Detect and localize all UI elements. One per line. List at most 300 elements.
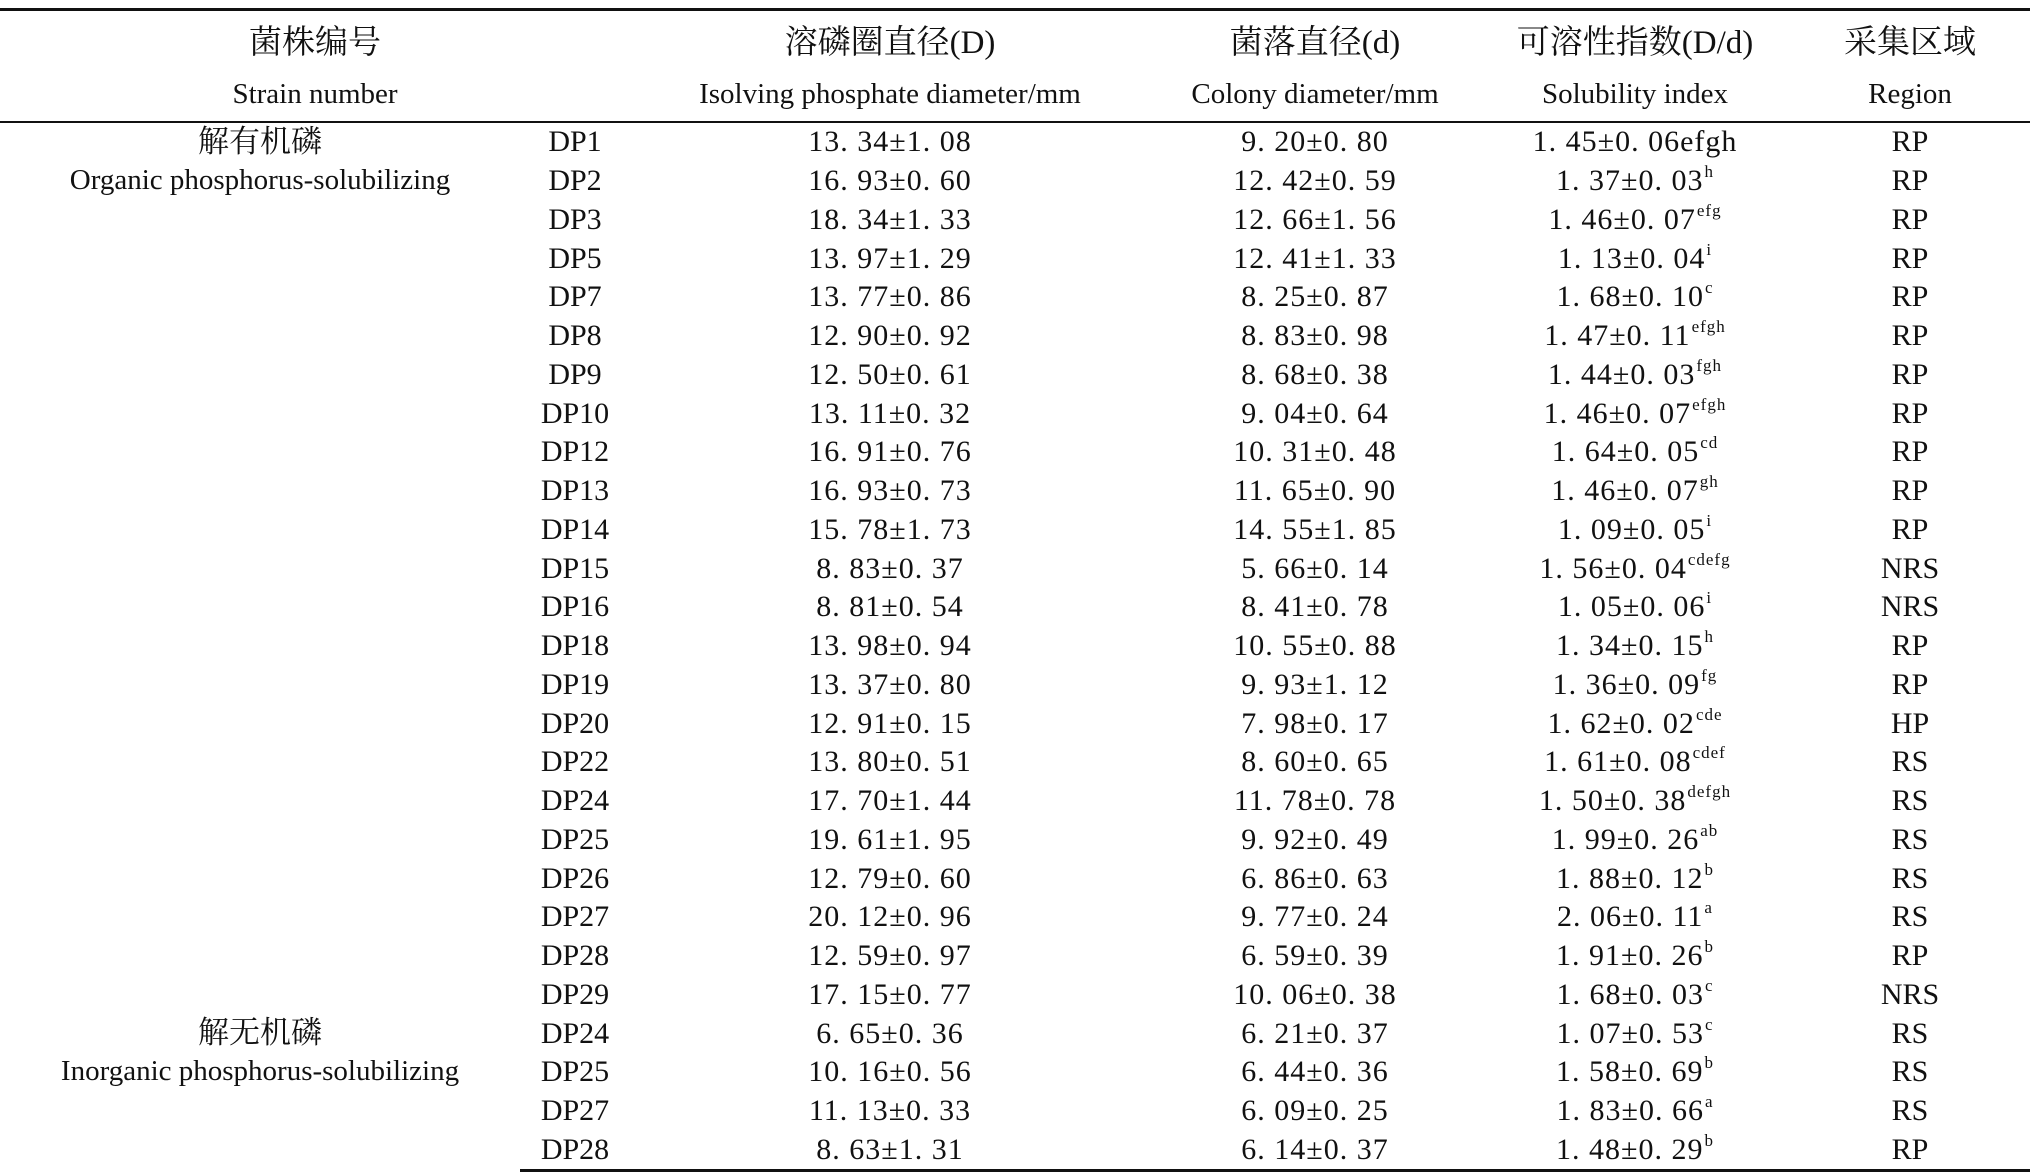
region-cell-text: RS — [1891, 784, 1929, 818]
index-cell — [1480, 122, 1790, 162]
diameter-cell — [630, 898, 1150, 937]
strain-id-cell — [520, 859, 630, 898]
region-cell-text: RP — [1891, 474, 1929, 508]
index-cell-text: 1. 68±0. 10 — [1556, 280, 1704, 314]
index-cell-text: 1. 34±0. 15 — [1556, 629, 1704, 663]
index-cell — [1480, 239, 1790, 278]
index-cell — [1480, 278, 1790, 317]
diameter-cell-text: 12. 90±0. 92 — [808, 319, 972, 353]
region-cell-text: RS — [1891, 900, 1929, 934]
colony-cell-text: 8. 83±0. 98 — [1241, 319, 1389, 353]
strain-id-cell-text: DP24 — [540, 1016, 610, 1050]
diameter-cell — [630, 317, 1150, 356]
index-cell-text: 1. 37±0. 03 — [1556, 164, 1704, 198]
significance-letters: a — [1704, 898, 1713, 918]
strain-id-cell — [520, 122, 630, 162]
diameter-cell — [630, 549, 1150, 588]
region-cell-text: RS — [1891, 1016, 1929, 1050]
colony-cell-text: 8. 25±0. 87 — [1241, 280, 1389, 314]
diameter-cell-text: 12. 91±0. 15 — [808, 706, 972, 740]
strain-id-cell — [520, 1014, 630, 1053]
colony-cell — [1150, 356, 1480, 395]
region-cell-text: RS — [1891, 861, 1929, 895]
diameter-cell-text: 12. 50±0. 61 — [808, 357, 972, 391]
index-cell-text: 1. 05±0. 06 — [1557, 590, 1706, 624]
colony-cell — [1150, 122, 1480, 162]
significance-letters: b — [1704, 937, 1714, 957]
region-cell — [1790, 743, 2030, 782]
diameter-cell — [630, 433, 1150, 472]
region-cell — [1790, 782, 2030, 821]
colony-cell — [1150, 394, 1480, 433]
region-cell — [1790, 239, 2030, 278]
colony-cell-text: 10. 06±0. 38 — [1233, 977, 1397, 1011]
significance-letters: efgh — [1691, 317, 1726, 337]
region-cell-text: RP — [1891, 629, 1929, 663]
significance-letters: efg — [1696, 200, 1722, 220]
colony-cell — [1150, 743, 1480, 782]
index-cell-text: 1. 44±0. 03 — [1547, 357, 1696, 391]
diameter-cell-text: 13. 80±0. 51 — [808, 745, 972, 779]
group-label-zh: 解有机磷 — [198, 124, 322, 159]
index-cell-text: 1. 46±0. 07 — [1548, 202, 1696, 236]
strain-id-cell-text: DP3 — [548, 202, 602, 236]
strain-id-cell-text: DP26 — [540, 861, 610, 895]
colony-cell — [1150, 472, 1480, 511]
diameter-cell-text: 18. 34±1. 33 — [808, 202, 972, 236]
colony-cell — [1150, 782, 1480, 821]
region-cell — [1790, 1014, 2030, 1053]
strain-id-cell — [520, 278, 630, 317]
significance-letters: defgh — [1687, 782, 1732, 802]
colony-cell-text: 10. 31±0. 48 — [1233, 435, 1397, 469]
colony-cell — [1150, 627, 1480, 666]
header-diameter-zh: 溶磷圈直径(D) — [630, 10, 1150, 68]
header-index-zh: 可溶性指数(D/d) — [1480, 10, 1790, 68]
significance-letters: b — [1704, 859, 1714, 879]
index-cell-text: 1. 47±0. 11 — [1544, 319, 1691, 353]
diameter-cell-text: 16. 91±0. 76 — [808, 435, 972, 469]
colony-cell-text: 11. 65±0. 90 — [1233, 474, 1397, 508]
strain-id-cell — [520, 588, 630, 627]
diameter-cell-text: 13. 98±0. 94 — [808, 629, 972, 663]
diameter-cell-text: 16. 93±0. 73 — [808, 474, 972, 508]
diameter-cell — [630, 704, 1150, 743]
diameter-cell — [630, 394, 1150, 433]
diameter-cell — [630, 743, 1150, 782]
colony-cell — [1150, 317, 1480, 356]
index-cell-text: 1. 48±0. 29 — [1556, 1132, 1704, 1166]
diameter-cell-text: 8. 83±0. 37 — [816, 551, 964, 585]
index-cell-text: 1. 68±0. 03 — [1556, 977, 1704, 1011]
strain-id-cell-text: DP15 — [540, 551, 610, 585]
diameter-cell-text: 6. 65±0. 36 — [816, 1016, 964, 1050]
region-cell-text: RS — [1891, 745, 1929, 779]
colony-cell-text: 6. 44±0. 36 — [1241, 1055, 1389, 1089]
strain-id-cell — [520, 1131, 630, 1171]
diameter-cell — [630, 201, 1150, 240]
colony-cell — [1150, 1092, 1480, 1131]
index-cell — [1480, 317, 1790, 356]
region-cell — [1790, 394, 2030, 433]
strain-id-cell-text: DP22 — [540, 745, 610, 779]
header-region-zh: 采集区域 — [1790, 10, 2030, 68]
index-cell-text: 1. 62±0. 02 — [1547, 706, 1695, 740]
colony-cell-text: 10. 55±0. 88 — [1233, 629, 1397, 663]
strain-id-cell-text: DP2 — [548, 164, 602, 198]
header-region-en: Region — [1790, 67, 2030, 122]
region-cell-text: RS — [1891, 822, 1929, 856]
header-index-en: Solubility index — [1480, 67, 1790, 122]
strain-id-cell — [520, 433, 630, 472]
strain-id-cell-text: DP13 — [540, 474, 610, 508]
diameter-cell-text: 17. 70±1. 44 — [808, 784, 972, 818]
strain-id-cell — [520, 782, 630, 821]
index-cell — [1480, 1014, 1790, 1053]
strain-id-cell-text: DP7 — [548, 280, 602, 314]
region-cell — [1790, 937, 2030, 976]
diameter-cell — [630, 588, 1150, 627]
region-cell — [1790, 317, 2030, 356]
region-cell — [1790, 1092, 2030, 1131]
strain-id-cell-text: DP1 — [548, 125, 602, 159]
colony-cell-text: 12. 66±1. 56 — [1233, 202, 1397, 236]
group-label-cell — [0, 1014, 520, 1171]
significance-letters: h — [1704, 627, 1714, 647]
strain-id-cell — [520, 356, 630, 395]
colony-cell-text: 6. 86±0. 63 — [1241, 861, 1389, 895]
diameter-cell-text: 11. 13±0. 33 — [808, 1094, 972, 1128]
significance-letters: b — [1704, 1053, 1714, 1073]
index-cell — [1480, 472, 1790, 511]
diameter-cell-text: 13. 77±0. 86 — [808, 280, 972, 314]
strain-id-cell-text: DP18 — [540, 629, 610, 663]
index-cell — [1480, 704, 1790, 743]
colony-cell — [1150, 1053, 1480, 1092]
colony-cell — [1150, 511, 1480, 550]
region-cell — [1790, 201, 2030, 240]
strain-id-cell — [520, 743, 630, 782]
strain-id-cell-text: DP16 — [540, 590, 610, 624]
significance-letters: i — [1706, 588, 1713, 608]
table-header — [0, 10, 2030, 123]
strain-id-cell — [520, 1053, 630, 1092]
region-cell — [1790, 976, 2030, 1015]
diameter-cell — [630, 1014, 1150, 1053]
diameter-cell-text: 15. 78±1. 73 — [808, 512, 972, 546]
region-cell — [1790, 704, 2030, 743]
region-cell — [1790, 666, 2030, 705]
diameter-cell-text: 8. 81±0. 54 — [816, 590, 964, 624]
diameter-cell-text: 13. 37±0. 80 — [808, 667, 972, 701]
index-cell — [1480, 549, 1790, 588]
colony-cell — [1150, 588, 1480, 627]
significance-letters: cde — [1695, 704, 1723, 724]
colony-cell — [1150, 976, 1480, 1015]
colony-cell — [1150, 162, 1480, 201]
index-cell — [1480, 356, 1790, 395]
significance-letters: h — [1704, 162, 1714, 182]
strain-id-cell-text: DP25 — [540, 1055, 610, 1089]
diameter-cell-text: 20. 12±0. 96 — [808, 900, 972, 934]
region-cell — [1790, 356, 2030, 395]
diameter-cell — [630, 356, 1150, 395]
colony-cell — [1150, 1131, 1480, 1171]
strain-id-cell-text: DP25 — [540, 822, 610, 856]
index-cell — [1480, 394, 1790, 433]
strain-id-cell — [520, 394, 630, 433]
colony-cell-text: 9. 93±1. 12 — [1241, 667, 1389, 701]
strain-id-cell-text: DP10 — [540, 396, 610, 430]
strain-id-cell-text: DP29 — [540, 977, 610, 1011]
header-strain-zh: 菌株编号 — [0, 10, 630, 68]
strain-id-cell-text: DP9 — [548, 357, 602, 391]
significance-letters: fg — [1701, 665, 1718, 685]
diameter-cell — [630, 937, 1150, 976]
strain-id-cell — [520, 317, 630, 356]
index-cell — [1480, 433, 1790, 472]
region-cell-text: RP — [1891, 396, 1929, 430]
index-cell — [1480, 782, 1790, 821]
colony-cell — [1150, 859, 1480, 898]
region-cell — [1790, 859, 2030, 898]
strain-id-cell — [520, 627, 630, 666]
region-cell-text: RP — [1891, 667, 1929, 701]
region-cell — [1790, 1131, 2030, 1171]
diameter-cell-text: 19. 61±1. 95 — [808, 822, 972, 856]
colony-cell — [1150, 666, 1480, 705]
region-cell-text: RS — [1891, 1055, 1929, 1089]
region-cell-text: RP — [1891, 125, 1929, 159]
significance-letters: fgh — [1696, 355, 1723, 375]
diameter-cell-text: 13. 97±1. 29 — [808, 241, 972, 275]
region-cell — [1790, 511, 2030, 550]
index-cell-text: 1. 61±0. 08 — [1544, 745, 1692, 779]
region-cell-text: RP — [1891, 319, 1929, 353]
region-cell-text: RP — [1891, 939, 1929, 973]
index-cell — [1480, 162, 1790, 201]
strain-id-cell-text: DP19 — [540, 667, 610, 701]
index-cell-text: 1. 88±0. 12 — [1556, 861, 1704, 895]
colony-cell-text: 8. 60±0. 65 — [1241, 745, 1389, 779]
diameter-cell — [630, 511, 1150, 550]
phosphate-solubilization-table — [0, 8, 2030, 1172]
table-row — [0, 122, 2030, 162]
diameter-cell — [630, 278, 1150, 317]
region-cell — [1790, 898, 2030, 937]
header-colony-en: Colony diameter/mm — [1150, 67, 1480, 122]
significance-letters: ab — [1700, 820, 1719, 840]
index-cell-text: 1. 36±0. 09 — [1552, 667, 1701, 701]
index-cell-text: 1. 07±0. 53 — [1556, 1016, 1704, 1050]
index-cell — [1480, 511, 1790, 550]
colony-cell-text: 6. 21±0. 37 — [1241, 1016, 1389, 1050]
region-cell — [1790, 588, 2030, 627]
strain-id-cell — [520, 511, 630, 550]
index-cell-text: 1. 99±0. 26 — [1551, 822, 1700, 856]
diameter-cell-text: 8. 63±1. 31 — [816, 1132, 964, 1166]
table-row — [0, 1014, 2030, 1053]
strain-id-cell — [520, 937, 630, 976]
strain-id-cell — [520, 162, 630, 201]
index-cell — [1480, 627, 1790, 666]
diameter-cell — [630, 666, 1150, 705]
colony-cell — [1150, 704, 1480, 743]
index-cell — [1480, 1053, 1790, 1092]
colony-cell-text: 9. 04±0. 64 — [1241, 396, 1389, 430]
strain-id-cell-text: DP12 — [540, 435, 610, 469]
region-cell-text: RP — [1891, 512, 1929, 546]
colony-cell — [1150, 821, 1480, 860]
significance-letters: cdefg — [1687, 549, 1731, 569]
index-cell-text: 1. 46±0. 07 — [1551, 474, 1699, 508]
diameter-cell-text: 10. 16±0. 56 — [808, 1055, 972, 1089]
strain-id-cell — [520, 898, 630, 937]
index-cell — [1480, 859, 1790, 898]
table-body — [0, 122, 2030, 1171]
index-cell — [1480, 821, 1790, 860]
colony-cell — [1150, 1014, 1480, 1053]
strain-id-cell-text: DP8 — [548, 319, 602, 353]
colony-cell-text: 9. 92±0. 49 — [1241, 822, 1389, 856]
index-cell-text: 1. 91±0. 26 — [1556, 939, 1704, 973]
colony-cell-text: 14. 55±1. 85 — [1233, 512, 1397, 546]
index-cell — [1480, 1131, 1790, 1171]
strain-id-cell — [520, 704, 630, 743]
region-cell-text: RP — [1891, 164, 1929, 198]
index-cell-text: 1. 50±0. 38 — [1538, 784, 1687, 818]
index-cell — [1480, 201, 1790, 240]
header-diameter-en: Isolving phosphate diameter/mm — [630, 67, 1150, 122]
strain-id-cell-text: DP14 — [540, 512, 610, 546]
significance-letters: i — [1706, 239, 1713, 259]
colony-cell-text: 7. 98±0. 17 — [1241, 706, 1389, 740]
colony-cell — [1150, 937, 1480, 976]
group-label-en: Inorganic phosphorus-solubilizing — [60, 1055, 460, 1088]
colony-cell-text: 6. 14±0. 37 — [1241, 1132, 1389, 1166]
index-cell-text: 1. 09±0. 05 — [1557, 512, 1706, 546]
diameter-cell — [630, 976, 1150, 1015]
diameter-cell — [630, 859, 1150, 898]
region-cell — [1790, 549, 2030, 588]
index-cell — [1480, 1092, 1790, 1131]
region-cell-text: RS — [1891, 1094, 1929, 1128]
region-cell-text: RP — [1891, 202, 1929, 236]
region-cell-text: RP — [1891, 280, 1929, 314]
header-row-chinese — [0, 10, 2030, 68]
strain-id-cell-text: DP24 — [540, 784, 610, 818]
region-cell-text: RP — [1891, 1132, 1929, 1166]
diameter-cell — [630, 1053, 1150, 1092]
strain-id-cell-text: DP28 — [540, 1132, 610, 1166]
colony-cell-text: 6. 09±0. 25 — [1241, 1094, 1389, 1128]
colony-cell — [1150, 201, 1480, 240]
colony-cell — [1150, 278, 1480, 317]
strain-id-cell — [520, 976, 630, 1015]
diameter-cell-text: 12. 79±0. 60 — [808, 861, 972, 895]
region-cell — [1790, 627, 2030, 666]
significance-letters: i — [1706, 510, 1713, 530]
significance-letters: c — [1704, 278, 1714, 298]
diameter-cell — [630, 239, 1150, 278]
colony-cell — [1150, 549, 1480, 588]
diameter-cell — [630, 122, 1150, 162]
colony-cell — [1150, 239, 1480, 278]
index-cell-text: 1. 45±0. 06efgh — [1532, 125, 1738, 159]
significance-letters: c — [1704, 1014, 1714, 1034]
colony-cell-text: 12. 41±1. 33 — [1233, 241, 1397, 275]
region-cell-text: RP — [1891, 435, 1929, 469]
strain-id-cell — [520, 666, 630, 705]
header-row-english — [0, 67, 2030, 122]
colony-cell-text: 6. 59±0. 39 — [1241, 939, 1389, 973]
region-cell — [1790, 821, 2030, 860]
diameter-cell — [630, 1131, 1150, 1171]
index-cell-text: 1. 46±0. 07 — [1543, 396, 1692, 430]
significance-letters: a — [1704, 1092, 1714, 1112]
strain-id-cell — [520, 1092, 630, 1131]
strain-id-cell-text: DP27 — [540, 900, 610, 934]
diameter-cell-text: 13. 34±1. 08 — [808, 125, 972, 159]
index-cell-text: 1. 13±0. 04 — [1557, 241, 1706, 275]
diameter-cell — [630, 627, 1150, 666]
significance-letters: cd — [1700, 433, 1719, 453]
strain-id-cell-text: DP20 — [540, 706, 610, 740]
strain-id-cell-text: DP27 — [540, 1094, 610, 1128]
strain-id-cell — [520, 201, 630, 240]
region-cell — [1790, 1053, 2030, 1092]
index-cell-text: 1. 58±0. 69 — [1556, 1055, 1704, 1089]
index-cell-text: 1. 56±0. 04 — [1539, 551, 1687, 585]
significance-letters: b — [1704, 1130, 1714, 1150]
diameter-cell — [630, 1092, 1150, 1131]
strain-id-cell — [520, 821, 630, 860]
colony-cell-text: 8. 41±0. 78 — [1241, 590, 1389, 624]
diameter-cell — [630, 472, 1150, 511]
colony-cell — [1150, 433, 1480, 472]
header-colony-zh: 菌落直径(d) — [1150, 10, 1480, 68]
index-cell — [1480, 588, 1790, 627]
index-cell — [1480, 976, 1790, 1015]
group-label-zh: 解无机磷 — [198, 1015, 322, 1051]
diameter-cell-text: 12. 59±0. 97 — [808, 939, 972, 973]
significance-letters: c — [1704, 975, 1714, 995]
colony-cell-text: 8. 68±0. 38 — [1241, 357, 1389, 391]
region-cell — [1790, 433, 2030, 472]
colony-cell — [1150, 898, 1480, 937]
significance-letters: gh — [1699, 472, 1719, 492]
region-cell-text: NRS — [1880, 590, 1940, 624]
diameter-cell — [630, 821, 1150, 860]
index-cell-text: 1. 64±0. 05 — [1551, 435, 1700, 469]
region-cell — [1790, 278, 2030, 317]
region-cell — [1790, 162, 2030, 201]
region-cell-text: NRS — [1880, 551, 1940, 585]
index-cell-text: 2. 06±0. 11 — [1557, 900, 1704, 934]
diameter-cell-text: 17. 15±0. 77 — [808, 977, 972, 1011]
region-cell — [1790, 122, 2030, 162]
diameter-cell — [630, 782, 1150, 821]
header-strain-en: Strain number — [0, 67, 630, 122]
strain-id-cell-text: DP28 — [540, 939, 610, 973]
significance-letters: efgh — [1692, 394, 1727, 414]
colony-cell-text: 11. 78±0. 78 — [1233, 784, 1397, 818]
index-cell — [1480, 898, 1790, 937]
diameter-cell-text: 13. 11±0. 32 — [808, 396, 972, 430]
colony-cell-text: 9. 20±0. 80 — [1241, 125, 1389, 159]
region-cell-text: RP — [1891, 241, 1929, 275]
strain-id-cell — [520, 472, 630, 511]
